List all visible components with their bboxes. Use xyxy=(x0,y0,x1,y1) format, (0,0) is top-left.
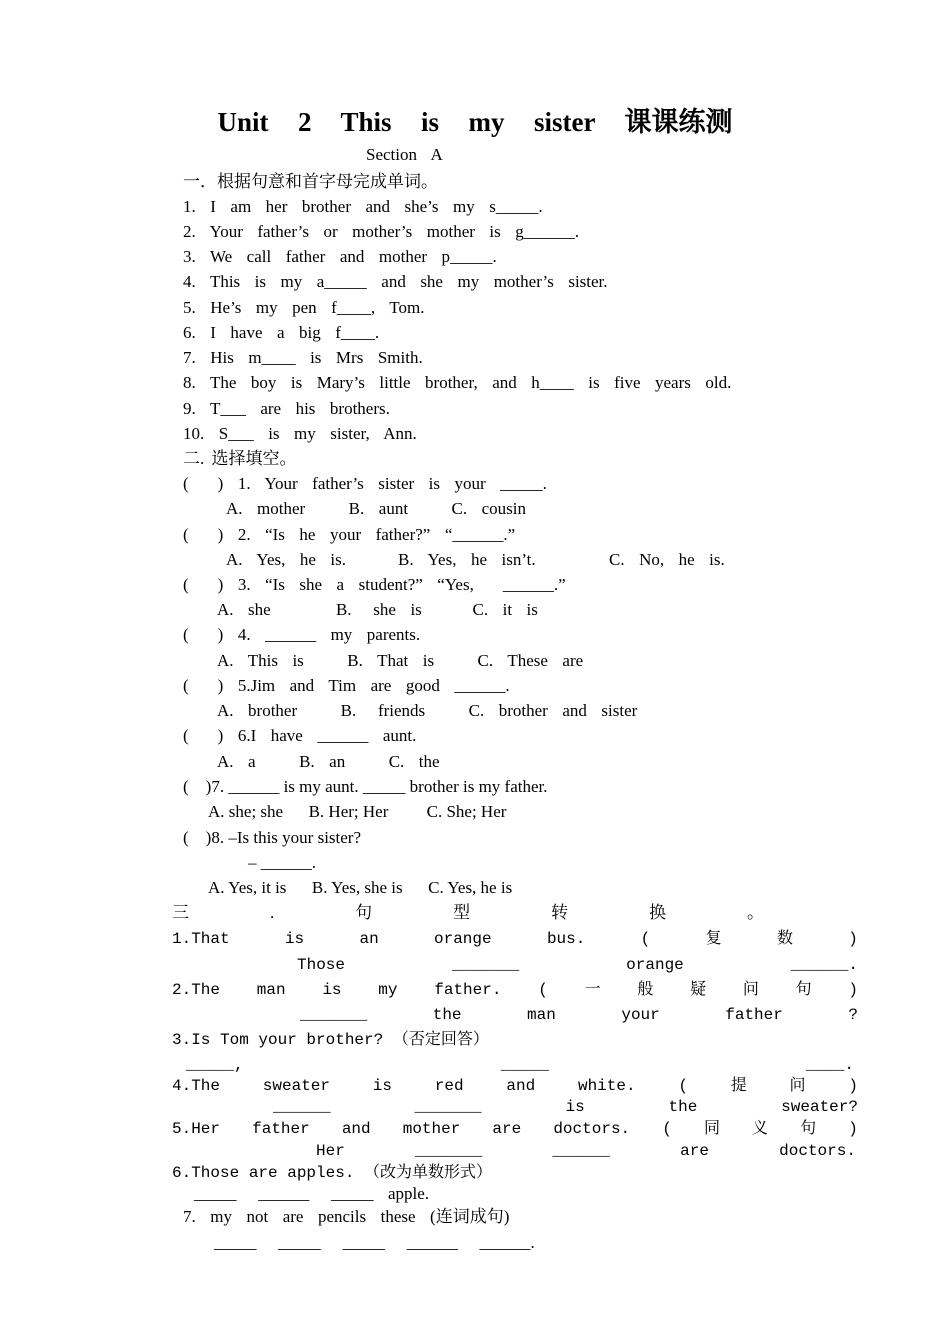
part1-item-6: 6. I have a big f____. xyxy=(183,323,380,342)
word: white. xyxy=(577,1077,636,1095)
section-label: Section A xyxy=(366,145,443,164)
word: ) xyxy=(848,981,858,999)
word: 提 xyxy=(730,1077,747,1095)
word: ______ xyxy=(552,1142,610,1160)
word: ( xyxy=(662,1120,672,1138)
word: 一 xyxy=(584,981,601,999)
sentence-6: 6.Those are apples. （改为单数形式） xyxy=(172,1164,493,1182)
word: my xyxy=(378,981,398,999)
word: . xyxy=(269,903,275,922)
word: doctors. xyxy=(553,1120,631,1138)
part1-item-2: 2. Your father’s or mother’s mother is g______. xyxy=(183,222,579,241)
word: is xyxy=(372,1077,392,1095)
word: ( xyxy=(538,981,548,999)
word: your xyxy=(621,1006,660,1024)
part2-heading: 二. 选择填空。 xyxy=(183,449,297,468)
word: Those xyxy=(297,956,346,974)
word: 数 xyxy=(776,930,793,948)
question-2-option-b: B. Yes, he isn’t. xyxy=(398,550,536,569)
word: and xyxy=(341,1120,371,1138)
word: ( xyxy=(640,930,651,948)
question-2: ( ) 2. “Is he your father?” “______.” xyxy=(183,525,516,544)
question-3-options: A. she B. she is C. it is xyxy=(217,600,538,619)
word: ) xyxy=(848,1077,858,1095)
question-6: ( ) 6.I have ______ aunt. xyxy=(183,726,417,745)
sentence-2 xyxy=(172,980,858,1000)
word: ( xyxy=(678,1077,688,1095)
word: and xyxy=(506,1077,536,1095)
word: ) xyxy=(848,930,858,948)
part1-item-10: 10. S___ is my sister, Ann. xyxy=(183,424,417,443)
word: 。 xyxy=(746,903,764,922)
word: mother xyxy=(402,1120,461,1138)
word: 句 xyxy=(355,903,373,922)
sentence-6-answer: _____ ______ _____ apple. xyxy=(194,1184,430,1203)
word: 型 xyxy=(453,903,471,922)
sentence-1 xyxy=(172,929,858,949)
sentence-7: 7. my not are pencils these (连词成句) xyxy=(183,1207,510,1226)
word: bus. xyxy=(546,930,586,948)
word: 问 xyxy=(789,1077,806,1095)
word: orange xyxy=(434,930,492,948)
word: 般 xyxy=(637,981,654,999)
word: 同 xyxy=(703,1120,720,1138)
word: father xyxy=(252,1120,310,1138)
word: red xyxy=(434,1077,464,1095)
word: is xyxy=(322,981,342,999)
sentence-3: 3.Is Tom your brother? （否定回答） xyxy=(172,1031,489,1049)
word: 疑 xyxy=(690,981,707,999)
question-7-options: A. she; she B. Her; Her C. She; Her xyxy=(208,802,507,821)
question-7: ( )7. ______ is my aunt. _____ brother is my father. xyxy=(183,777,548,796)
word: father xyxy=(725,1006,783,1024)
word: _______ xyxy=(451,956,520,974)
word: is xyxy=(284,930,305,948)
question-1: ( ) 1. Your father’s sister is your _____. xyxy=(183,474,547,493)
word: _______ xyxy=(414,1098,482,1116)
question-3: ( ) 3. “Is she a student?” “Yes, ______.” xyxy=(183,575,566,594)
word: 复 xyxy=(705,930,722,948)
question-4: ( ) 4. ______ my parents. xyxy=(183,625,421,644)
word: 5.Her xyxy=(172,1120,221,1138)
word: 换 xyxy=(649,903,667,922)
part1-item-9: 9. T___ are his brothers. xyxy=(183,399,390,418)
word: _______ xyxy=(300,1006,368,1024)
question-2-option-c: C. No, he is. xyxy=(609,550,725,569)
word: _______ xyxy=(414,1142,483,1160)
word: sweater xyxy=(262,1077,331,1095)
question-5: ( ) 5.Jim and Tim are good ______. xyxy=(183,676,510,695)
question-5-options: A. brother B. friends C. brother and sister xyxy=(217,701,638,720)
word: _____ xyxy=(500,1056,549,1074)
word: 转 xyxy=(551,903,569,922)
question-8-reply: – ______. xyxy=(248,853,316,872)
part1-item-5: 5. He’s my pen f____, Tom. xyxy=(183,298,425,317)
word: 2.The xyxy=(172,981,221,999)
question-2-option-a: A. Yes, he is. xyxy=(226,550,347,569)
word: 义 xyxy=(752,1120,769,1138)
part1-item-4: 4. This is my a_____ and she my mother’s sister. xyxy=(183,272,608,291)
page-title: Unit 2 This is my sister 课课练测 xyxy=(217,107,733,137)
word: orange xyxy=(626,956,684,974)
word: ______ xyxy=(273,1098,331,1116)
word: _____, xyxy=(186,1056,244,1074)
part1-heading: 一．根据句意和首字母完成单词。 xyxy=(183,172,438,191)
word: Her xyxy=(316,1142,345,1160)
word: ______. xyxy=(790,956,858,974)
word: man xyxy=(527,1006,556,1024)
sentence-7-answer: _____ _____ _____ ______ ______. xyxy=(214,1233,535,1252)
sentence-5-answer xyxy=(316,1141,856,1161)
question-8-options: A. Yes, it is B. Yes, she is C. Yes, he is xyxy=(208,878,513,897)
word: father. xyxy=(434,981,502,999)
word: 三 xyxy=(172,903,189,922)
sentence-1-answer xyxy=(297,955,858,975)
word: ) xyxy=(848,1120,858,1138)
word: man xyxy=(256,981,286,999)
sentence-4-answer xyxy=(273,1097,858,1117)
part1-item-3: 3. We call father and mother p_____. xyxy=(183,247,497,266)
part1-item-7: 7. His m____ is Mrs Smith. xyxy=(183,348,423,367)
word: sweater? xyxy=(781,1098,858,1116)
word: an xyxy=(359,930,379,948)
word: are xyxy=(492,1120,522,1138)
sentence-5 xyxy=(172,1119,858,1139)
word: is xyxy=(565,1098,585,1116)
sentence-3-answer xyxy=(186,1055,854,1075)
word: the xyxy=(668,1098,698,1116)
sentence-2-answer xyxy=(300,1005,858,1025)
sentence-4 xyxy=(172,1076,858,1096)
word: 4.The xyxy=(172,1077,221,1095)
word: 句 xyxy=(795,981,812,999)
word: doctors. xyxy=(779,1142,856,1160)
question-8: ( )8. –Is this your sister? xyxy=(183,828,362,847)
part3-heading xyxy=(172,903,764,923)
word: ? xyxy=(848,1006,858,1024)
word: ____. xyxy=(805,1056,854,1074)
word: 1.That xyxy=(172,930,230,948)
word: are xyxy=(680,1142,709,1160)
question-6-options: A. a B. an C. the xyxy=(217,752,440,771)
part1-item-1: 1. I am her brother and she’s my s_____. xyxy=(183,197,543,216)
question-4-options: A. This is B. That is C. These are xyxy=(217,651,584,670)
word: 句 xyxy=(800,1120,817,1138)
word: 问 xyxy=(742,981,759,999)
question-1-options: A. mother B. aunt C. cousin xyxy=(226,499,527,518)
part1-item-8: 8. The boy is Mary’s little brother, and h____ is five years old. xyxy=(183,373,732,392)
word: the xyxy=(432,1006,462,1024)
